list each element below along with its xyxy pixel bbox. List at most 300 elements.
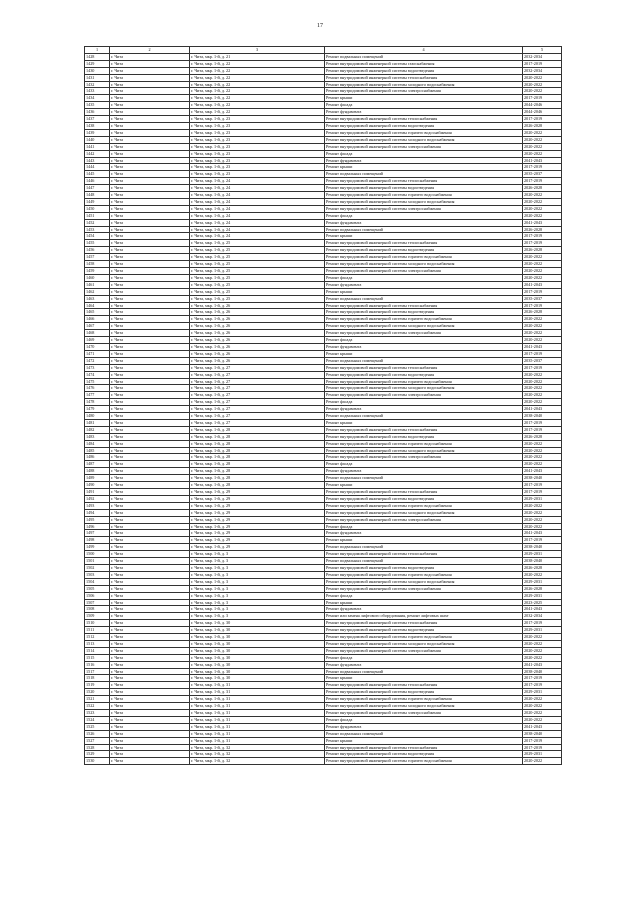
work-type-cell: Ремонт внутридомовой инженерной системы холодного водоснабжения bbox=[325, 447, 523, 454]
address-cell: г. Чита, мкр. 1-й, д. 3 bbox=[190, 558, 325, 565]
address-cell: г. Чита, мкр. 1-й, д. 23 bbox=[190, 143, 325, 150]
table-row bbox=[85, 309, 562, 316]
row-index-cell: 1446 bbox=[85, 178, 110, 185]
address-cell: г. Чита, мкр. 1-й, д. 31 bbox=[190, 737, 325, 744]
row-index-cell: 1428 bbox=[85, 53, 110, 60]
address-cell: г. Чита, мкр. 1-й, д. 25 bbox=[190, 247, 325, 254]
municipality-cell: г. Чита bbox=[110, 578, 190, 585]
address-cell: г. Чита, мкр. 1-й, д. 32 bbox=[190, 758, 325, 765]
municipality-cell: г. Чита bbox=[110, 413, 190, 420]
row-index-cell: 1475 bbox=[85, 378, 110, 385]
work-type-cell: Ремонт подвальных помещений bbox=[325, 558, 523, 565]
period-cell: 2029-2031 bbox=[523, 689, 562, 696]
period-cell: 2029-2031 bbox=[523, 495, 562, 502]
address-cell: г. Чита, мкр. 1-й, д. 22 bbox=[190, 109, 325, 116]
row-index-cell: 1515 bbox=[85, 654, 110, 661]
period-cell: 2032-2034 bbox=[523, 613, 562, 620]
period-cell: 2017-2019 bbox=[523, 233, 562, 240]
work-type-cell: Ремонт внутридомовой инженерной системы горячего водоснабжения bbox=[325, 254, 523, 261]
work-type-cell: Ремонт внутридомовой инженерной системы электроснабжения bbox=[325, 710, 523, 717]
column-number: 3 bbox=[190, 47, 325, 54]
table-row bbox=[85, 102, 562, 109]
row-index-cell: 1495 bbox=[85, 516, 110, 523]
row-index-cell: 1438 bbox=[85, 122, 110, 129]
row-index-cell: 1514 bbox=[85, 647, 110, 654]
work-type-cell: Ремонт фасада bbox=[325, 461, 523, 468]
municipality-cell: г. Чита bbox=[110, 606, 190, 613]
address-cell: г. Чита, мкр. 1-й, д. 3 bbox=[190, 592, 325, 599]
period-cell: 2035-2037 bbox=[523, 295, 562, 302]
municipality-cell: г. Чита bbox=[110, 710, 190, 717]
work-type-cell: Ремонт внутридомовой инженерной системы холодного водоснабжения bbox=[325, 261, 523, 268]
work-type-cell: Ремонт внутридомовой инженерной системы водоотведения bbox=[325, 371, 523, 378]
period-cell: 2041-2043 bbox=[523, 219, 562, 226]
municipality-cell: г. Чита bbox=[110, 254, 190, 261]
table-row bbox=[85, 330, 562, 337]
table-row bbox=[85, 433, 562, 440]
address-cell: г. Чита, мкр. 1-й, д. 31 bbox=[190, 696, 325, 703]
work-type-cell: Ремонт внутридомовой инженерной системы теплоснабжения bbox=[325, 620, 523, 627]
municipality-cell: г. Чита bbox=[110, 150, 190, 157]
table-row bbox=[85, 682, 562, 689]
municipality-cell: г. Чита bbox=[110, 627, 190, 634]
table-row bbox=[85, 523, 562, 530]
table-row bbox=[85, 212, 562, 219]
municipality-cell: г. Чита bbox=[110, 502, 190, 509]
address-cell: г. Чита, мкр. 1-й, д. 3 bbox=[190, 564, 325, 571]
period-cell: 2017-2019 bbox=[523, 419, 562, 426]
work-type-cell: Ремонт внутридомовой инженерной системы водоотведения bbox=[325, 495, 523, 502]
period-cell: 2020-2022 bbox=[523, 392, 562, 399]
period-cell: 2020-2022 bbox=[523, 88, 562, 95]
address-cell: г. Чита, мкр. 1-й, д. 29 bbox=[190, 523, 325, 530]
row-index-cell: 1529 bbox=[85, 751, 110, 758]
work-type-cell: Ремонт внутридомовой инженерной системы горячего водоснабжения bbox=[325, 192, 523, 199]
municipality-cell: г. Чита bbox=[110, 116, 190, 123]
row-index-cell: 1470 bbox=[85, 343, 110, 350]
address-cell: г. Чита, мкр. 1-й, д. 27 bbox=[190, 399, 325, 406]
work-type-cell: Ремонт внутридомовой инженерной системы водоотведения bbox=[325, 122, 523, 129]
work-type-cell: Ремонт крыши bbox=[325, 482, 523, 489]
address-cell: г. Чита, мкр. 1-й, д. 23 bbox=[190, 150, 325, 157]
table-row bbox=[85, 254, 562, 261]
municipality-cell: г. Чита bbox=[110, 122, 190, 129]
table-row bbox=[85, 399, 562, 406]
work-type-cell: Ремонт внутридомовой инженерной системы холодного водоснабжения bbox=[325, 578, 523, 585]
municipality-cell: г. Чита bbox=[110, 192, 190, 199]
work-type-cell: Ремонт внутридомовой инженерной системы холодного водоснабжения bbox=[325, 640, 523, 647]
table-row bbox=[85, 116, 562, 123]
period-cell: 2017-2019 bbox=[523, 302, 562, 309]
address-cell: г. Чита, мкр. 1-й, д. 30 bbox=[190, 640, 325, 647]
address-cell: г. Чита, мкр. 1-й, д. 27 bbox=[190, 378, 325, 385]
municipality-cell: г. Чита bbox=[110, 585, 190, 592]
period-cell: 2020-2022 bbox=[523, 399, 562, 406]
municipality-cell: г. Чита bbox=[110, 350, 190, 357]
address-cell: г. Чита, мкр. 1-й, д. 25 bbox=[190, 281, 325, 288]
table-row bbox=[85, 564, 562, 571]
address-cell: г. Чита, мкр. 1-й, д. 23 bbox=[190, 122, 325, 129]
table-row bbox=[85, 385, 562, 392]
address-cell: г. Чита, мкр. 1-й, д. 27 bbox=[190, 419, 325, 426]
table-row bbox=[85, 468, 562, 475]
period-cell: 2020-2022 bbox=[523, 647, 562, 654]
work-type-cell: Ремонт внутридомовой инженерной системы теплоснабжения bbox=[325, 682, 523, 689]
work-type-cell: Ремонт внутридомовой инженерной системы газоснабжения bbox=[325, 60, 523, 67]
address-cell: г. Чита, мкр. 1-й, д. 27 bbox=[190, 364, 325, 371]
address-cell: г. Чита, мкр. 1-й, д. 28 bbox=[190, 482, 325, 489]
period-cell: 2017-2019 bbox=[523, 95, 562, 102]
municipality-cell: г. Чита bbox=[110, 544, 190, 551]
table-row bbox=[85, 226, 562, 233]
period-cell: 2041-2043 bbox=[523, 661, 562, 668]
period-cell: 2026-2028 bbox=[523, 247, 562, 254]
address-cell: г. Чита, мкр. 1-й, д. 31 bbox=[190, 730, 325, 737]
table-row bbox=[85, 578, 562, 585]
address-cell: г. Чита, мкр. 1-й, д. 30 bbox=[190, 647, 325, 654]
row-index-cell: 1442 bbox=[85, 150, 110, 157]
period-cell: 2017-2019 bbox=[523, 482, 562, 489]
row-index-cell: 1527 bbox=[85, 737, 110, 744]
address-cell: г. Чита, мкр. 1-й, д. 27 bbox=[190, 392, 325, 399]
table-row bbox=[85, 530, 562, 537]
municipality-cell: г. Чита bbox=[110, 537, 190, 544]
period-cell: 2020-2022 bbox=[523, 509, 562, 516]
table-row bbox=[85, 171, 562, 178]
work-type-cell: Ремонт фундамента bbox=[325, 406, 523, 413]
work-type-cell: Ремонт крыши bbox=[325, 288, 523, 295]
address-cell: г. Чита, мкр. 1-й, д. 31 bbox=[190, 710, 325, 717]
address-cell: г. Чита, мкр. 1-й, д. 30 bbox=[190, 627, 325, 634]
period-cell: 2038-2040 bbox=[523, 730, 562, 737]
row-index-cell: 1450 bbox=[85, 205, 110, 212]
period-cell: 2020-2022 bbox=[523, 316, 562, 323]
table-row bbox=[85, 109, 562, 116]
row-index-cell: 1486 bbox=[85, 454, 110, 461]
period-cell: 2041-2043 bbox=[523, 530, 562, 537]
period-cell: 2020-2022 bbox=[523, 634, 562, 641]
row-index-cell: 1456 bbox=[85, 247, 110, 254]
work-type-cell: Ремонт крыши bbox=[325, 737, 523, 744]
table-row bbox=[85, 558, 562, 565]
row-index-cell: 1513 bbox=[85, 640, 110, 647]
work-type-cell: Ремонт внутридомовой инженерной системы водоотведения bbox=[325, 247, 523, 254]
period-cell: 2020-2022 bbox=[523, 385, 562, 392]
row-index-cell: 1479 bbox=[85, 406, 110, 413]
work-type-cell: Ремонт крыши bbox=[325, 419, 523, 426]
municipality-cell: г. Чита bbox=[110, 661, 190, 668]
table-row bbox=[85, 122, 562, 129]
table-row bbox=[85, 185, 562, 192]
row-index-cell: 1444 bbox=[85, 164, 110, 171]
work-type-cell: Ремонт внутридомовой инженерной системы электроснабжения bbox=[325, 585, 523, 592]
work-type-cell: Ремонт или замена лифтового оборудования, ремонт лифтовых шахт bbox=[325, 613, 523, 620]
address-cell: г. Чита, мкр. 1-й, д. 29 bbox=[190, 537, 325, 544]
work-type-cell: Ремонт крыши bbox=[325, 350, 523, 357]
row-index-cell: 1528 bbox=[85, 744, 110, 751]
period-cell: 2020-2022 bbox=[523, 261, 562, 268]
address-cell: г. Чита, мкр. 1-й, д. 29 bbox=[190, 495, 325, 502]
table-row bbox=[85, 758, 562, 765]
municipality-cell: г. Чита bbox=[110, 109, 190, 116]
row-index-cell: 1490 bbox=[85, 482, 110, 489]
table-row bbox=[85, 509, 562, 516]
row-index-cell: 1504 bbox=[85, 578, 110, 585]
work-type-cell: Ремонт крыши bbox=[325, 95, 523, 102]
municipality-cell: г. Чита bbox=[110, 530, 190, 537]
municipality-cell: г. Чита bbox=[110, 730, 190, 737]
work-type-cell: Ремонт крыши bbox=[325, 164, 523, 171]
work-type-cell: Ремонт фасада bbox=[325, 212, 523, 219]
work-type-cell: Ремонт фундамента bbox=[325, 661, 523, 668]
row-index-cell: 1521 bbox=[85, 696, 110, 703]
row-index-cell: 1466 bbox=[85, 316, 110, 323]
row-index-cell: 1498 bbox=[85, 537, 110, 544]
address-cell: г. Чита, мкр. 1-й, д. 31 bbox=[190, 682, 325, 689]
municipality-cell: г. Чита bbox=[110, 233, 190, 240]
period-cell: 2017-2019 bbox=[523, 537, 562, 544]
row-index-cell: 1476 bbox=[85, 385, 110, 392]
work-type-cell: Ремонт внутридомовой инженерной системы теплоснабжения bbox=[325, 426, 523, 433]
table-row bbox=[85, 198, 562, 205]
period-cell: 2017-2019 bbox=[523, 682, 562, 689]
row-index-cell: 1433 bbox=[85, 88, 110, 95]
work-type-cell: Ремонт фасада bbox=[325, 399, 523, 406]
address-cell: г. Чита, мкр. 1-й, д. 31 bbox=[190, 689, 325, 696]
address-cell: г. Чита, мкр. 1-й, д. 3 bbox=[190, 571, 325, 578]
municipality-cell: г. Чита bbox=[110, 53, 190, 60]
municipality-cell: г. Чита bbox=[110, 640, 190, 647]
work-type-cell: Ремонт внутридомовой инженерной системы электроснабжения bbox=[325, 330, 523, 337]
address-cell: г. Чита, мкр. 1-й, д. 25 bbox=[190, 295, 325, 302]
row-index-cell: 1520 bbox=[85, 689, 110, 696]
row-index-cell: 1473 bbox=[85, 364, 110, 371]
row-index-cell: 1453 bbox=[85, 226, 110, 233]
work-type-cell: Ремонт внутридомовой инженерной системы холодного водоснабжения bbox=[325, 509, 523, 516]
period-cell: 2017-2019 bbox=[523, 288, 562, 295]
row-index-cell: 1429 bbox=[85, 60, 110, 67]
municipality-cell: г. Чита bbox=[110, 509, 190, 516]
municipality-cell: г. Чита bbox=[110, 634, 190, 641]
table-row bbox=[85, 60, 562, 67]
municipality-cell: г. Чита bbox=[110, 288, 190, 295]
table-row bbox=[85, 592, 562, 599]
address-cell: г. Чита, мкр. 1-й, д. 25 bbox=[190, 240, 325, 247]
address-cell: г. Чита, мкр. 1-й, д. 24 bbox=[190, 178, 325, 185]
work-type-cell: Ремонт фасада bbox=[325, 274, 523, 281]
period-cell: 2029-2031 bbox=[523, 627, 562, 634]
row-index-cell: 1463 bbox=[85, 295, 110, 302]
work-type-cell: Ремонт крыши bbox=[325, 233, 523, 240]
address-cell: г. Чита, мкр. 1-й, д. 29 bbox=[190, 544, 325, 551]
table-row bbox=[85, 337, 562, 344]
work-type-cell: Ремонт внутридомовой инженерной системы теплоснабжения bbox=[325, 744, 523, 751]
period-cell: 2041-2043 bbox=[523, 468, 562, 475]
period-cell: 2038-2040 bbox=[523, 668, 562, 675]
municipality-cell: г. Чита bbox=[110, 516, 190, 523]
work-type-cell: Ремонт подвальных помещений bbox=[325, 544, 523, 551]
row-index-cell: 1455 bbox=[85, 240, 110, 247]
address-cell: г. Чита, мкр. 1-й, д. 3 bbox=[190, 578, 325, 585]
municipality-cell: г. Чита bbox=[110, 758, 190, 765]
municipality-cell: г. Чита bbox=[110, 302, 190, 309]
work-type-cell: Ремонт фундамента bbox=[325, 468, 523, 475]
address-cell: г. Чита, мкр. 1-й, д. 29 bbox=[190, 502, 325, 509]
row-index-cell: 1465 bbox=[85, 309, 110, 316]
address-cell: г. Чита, мкр. 1-й, д. 27 bbox=[190, 406, 325, 413]
table-row bbox=[85, 392, 562, 399]
table-row bbox=[85, 710, 562, 717]
period-cell: 2020-2022 bbox=[523, 254, 562, 261]
period-cell: 2020-2022 bbox=[523, 330, 562, 337]
address-cell: г. Чита, мкр. 1-й, д. 23 bbox=[190, 157, 325, 164]
address-cell: г. Чита, мкр. 1-й, д. 26 bbox=[190, 302, 325, 309]
work-type-cell: Ремонт фундамента bbox=[325, 343, 523, 350]
table-row bbox=[85, 703, 562, 710]
municipality-cell: г. Чита bbox=[110, 219, 190, 226]
municipality-cell: г. Чита bbox=[110, 371, 190, 378]
municipality-cell: г. Чита bbox=[110, 164, 190, 171]
municipality-cell: г. Чита bbox=[110, 675, 190, 682]
address-cell: г. Чита, мкр. 1-й, д. 24 bbox=[190, 219, 325, 226]
address-cell: г. Чита, мкр. 1-й, д. 31 bbox=[190, 716, 325, 723]
period-cell: 2020-2022 bbox=[523, 502, 562, 509]
work-type-cell: Ремонт фундамента bbox=[325, 723, 523, 730]
period-cell: 2017-2019 bbox=[523, 178, 562, 185]
address-cell: г. Чита, мкр. 1-й, д. 25 bbox=[190, 261, 325, 268]
work-type-cell: Ремонт подвальных помещений bbox=[325, 357, 523, 364]
table-row bbox=[85, 88, 562, 95]
municipality-cell: г. Чита bbox=[110, 136, 190, 143]
address-cell: г. Чита, мкр. 1-й, д. 3 bbox=[190, 599, 325, 606]
work-type-cell: Ремонт внутридомовой инженерной системы холодного водоснабжения bbox=[325, 323, 523, 330]
municipality-cell: г. Чита bbox=[110, 378, 190, 385]
address-cell: г. Чита, мкр. 1-й, д. 25 bbox=[190, 288, 325, 295]
row-index-cell: 1487 bbox=[85, 461, 110, 468]
period-cell: 2017-2019 bbox=[523, 240, 562, 247]
address-cell: г. Чита, мкр. 1-й, д. 24 bbox=[190, 226, 325, 233]
table-row bbox=[85, 599, 562, 606]
period-cell: 2041-2043 bbox=[523, 606, 562, 613]
municipality-cell: г. Чита bbox=[110, 343, 190, 350]
work-type-cell: Ремонт внутридомовой инженерной системы теплоснабжения bbox=[325, 364, 523, 371]
table-row bbox=[85, 495, 562, 502]
period-cell: 2020-2022 bbox=[523, 74, 562, 81]
address-cell: г. Чита, мкр. 1-й, д. 32 bbox=[190, 744, 325, 751]
row-index-cell: 1435 bbox=[85, 102, 110, 109]
work-type-cell: Ремонт подвальных помещений bbox=[325, 730, 523, 737]
period-cell: 2020-2022 bbox=[523, 454, 562, 461]
work-type-cell: Ремонт внутридомовой инженерной системы водоотведения bbox=[325, 309, 523, 316]
period-cell: 2020-2022 bbox=[523, 212, 562, 219]
address-cell: г. Чита, мкр. 1-й, д. 30 bbox=[190, 620, 325, 627]
period-cell: 2020-2022 bbox=[523, 703, 562, 710]
address-cell: г. Чита, мкр. 1-й, д. 25 bbox=[190, 268, 325, 275]
row-index-cell: 1511 bbox=[85, 627, 110, 634]
work-type-cell: Ремонт внутридомовой инженерной системы теплоснабжения bbox=[325, 178, 523, 185]
table-row bbox=[85, 461, 562, 468]
address-cell: г. Чита, мкр. 1-й, д. 28 bbox=[190, 426, 325, 433]
row-index-cell: 1497 bbox=[85, 530, 110, 537]
period-cell: 2020-2022 bbox=[523, 378, 562, 385]
table-row bbox=[85, 233, 562, 240]
table-row bbox=[85, 240, 562, 247]
work-type-cell: Ремонт крыши bbox=[325, 599, 523, 606]
municipality-cell: г. Чита bbox=[110, 564, 190, 571]
municipality-cell: г. Чита bbox=[110, 689, 190, 696]
address-cell: г. Чита, мкр. 1-й, д. 24 bbox=[190, 185, 325, 192]
municipality-cell: г. Чита bbox=[110, 447, 190, 454]
row-index-cell: 1499 bbox=[85, 544, 110, 551]
municipality-cell: г. Чита bbox=[110, 751, 190, 758]
period-cell: 2041-2043 bbox=[523, 343, 562, 350]
row-index-cell: 1512 bbox=[85, 634, 110, 641]
address-cell: г. Чита, мкр. 1-й, д. 24 bbox=[190, 205, 325, 212]
table-row bbox=[85, 150, 562, 157]
municipality-cell: г. Чита bbox=[110, 281, 190, 288]
table-row bbox=[85, 751, 562, 758]
municipality-cell: г. Чита bbox=[110, 185, 190, 192]
address-cell: г. Чита, мкр. 1-й, д. 26 bbox=[190, 330, 325, 337]
municipality-cell: г. Чита bbox=[110, 475, 190, 482]
period-cell: 2020-2022 bbox=[523, 198, 562, 205]
municipality-cell: г. Чита bbox=[110, 129, 190, 136]
municipality-cell: г. Чита bbox=[110, 647, 190, 654]
table-row bbox=[85, 81, 562, 88]
period-cell: 2029-2031 bbox=[523, 578, 562, 585]
work-type-cell: Ремонт подвальных помещений bbox=[325, 475, 523, 482]
address-cell: г. Чита, мкр. 1-й, д. 26 bbox=[190, 309, 325, 316]
row-index-cell: 1471 bbox=[85, 350, 110, 357]
work-type-cell: Ремонт фасада bbox=[325, 102, 523, 109]
period-cell: 2017-2019 bbox=[523, 426, 562, 433]
row-index-cell: 1501 bbox=[85, 558, 110, 565]
row-index-cell: 1434 bbox=[85, 95, 110, 102]
column-number: 5 bbox=[523, 47, 562, 54]
table-row bbox=[85, 689, 562, 696]
table-row bbox=[85, 247, 562, 254]
address-cell: г. Чита, мкр. 1-й, д. 3 bbox=[190, 585, 325, 592]
row-index-cell: 1503 bbox=[85, 571, 110, 578]
capital-repair-table bbox=[84, 46, 562, 765]
work-type-cell: Ремонт внутридомовой инженерной системы водоотведения bbox=[325, 689, 523, 696]
address-cell: г. Чита, мкр. 1-й, д. 23 bbox=[190, 129, 325, 136]
municipality-cell: г. Чита bbox=[110, 392, 190, 399]
address-cell: г. Чита, мкр. 1-й, д. 21 bbox=[190, 53, 325, 60]
address-cell: г. Чита, мкр. 1-й, д. 22 bbox=[190, 102, 325, 109]
period-cell: 2026-2028 bbox=[523, 564, 562, 571]
row-index-cell: 1481 bbox=[85, 419, 110, 426]
work-type-cell: Ремонт внутридомовой инженерной системы водоотведения bbox=[325, 433, 523, 440]
address-cell: г. Чита, мкр. 1-й, д. 28 bbox=[190, 461, 325, 468]
municipality-cell: г. Чита bbox=[110, 551, 190, 558]
municipality-cell: г. Чита bbox=[110, 205, 190, 212]
row-index-cell: 1493 bbox=[85, 502, 110, 509]
row-index-cell: 1432 bbox=[85, 81, 110, 88]
table-row bbox=[85, 205, 562, 212]
row-index-cell: 1508 bbox=[85, 606, 110, 613]
work-type-cell: Ремонт внутридомовой инженерной системы водоотведения bbox=[325, 564, 523, 571]
address-cell: г. Чита, мкр. 1-й, д. 28 bbox=[190, 433, 325, 440]
row-index-cell: 1485 bbox=[85, 447, 110, 454]
municipality-cell: г. Чита bbox=[110, 261, 190, 268]
work-type-cell: Ремонт фундамента bbox=[325, 606, 523, 613]
period-cell: 2017-2019 bbox=[523, 60, 562, 67]
municipality-cell: г. Чита bbox=[110, 613, 190, 620]
row-index-cell: 1507 bbox=[85, 599, 110, 606]
work-type-cell: Ремонт крыши bbox=[325, 537, 523, 544]
period-cell: 2020-2022 bbox=[523, 758, 562, 765]
